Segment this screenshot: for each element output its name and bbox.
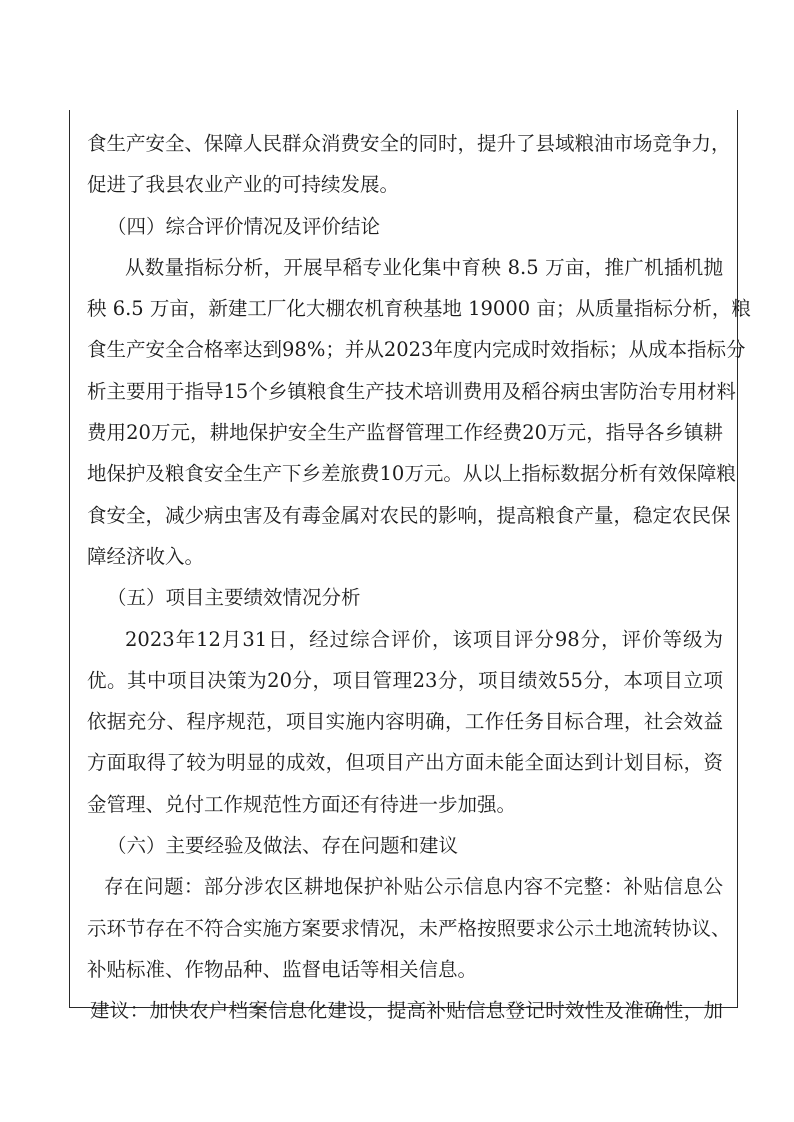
text-line: 建议：加快农户档案信息化建设，提高补贴信息登记时效性及准确性，加 (90, 999, 723, 1023)
text-line: 依据充分、程序规范，项目实施内容明确，工作任务目标合理，社会效益 (87, 710, 723, 734)
text-line: 存在问题：部分涉农区耕地保护补贴公示信息内容不完整：补贴信息公 (104, 875, 723, 899)
text-line: 促进了我县农业产业的可持续发展。 (87, 173, 400, 197)
text-line: 方面取得了较为明显的成效，但项目产出方面未能全面达到计划目标，资 (87, 751, 723, 775)
text-line: 优。其中项目决策为20分，项目管理23分，项目绩效55分，本项目立项 (87, 668, 723, 692)
text-line: 金管理、兑付工作规范性方面还有待进一步加强。 (87, 792, 517, 816)
text-line: 秧 6.5 万亩，新建工厂化大棚农机育秧基地 19000 亩；从质量指标分析，粮 (87, 297, 751, 321)
text-line: 障经济收入。 (87, 544, 205, 568)
text-line: 析主要用于指导15个乡镇粮食生产技术培训费用及稻谷病虫害防治专用材料 (87, 379, 736, 403)
document-body (87, 123, 751, 1032)
text-line: 地保护及粮食安全生产下乡差旅费10万元。从以上指标数据分析有效保障粮 (87, 462, 736, 486)
text-line: 食生产安全合格率达到98%；并从2023年度内完成时效指标；从成本指标分 (87, 338, 746, 362)
text-line: 食安全，减少病虫害及有毒金属对农民的影响，提高粮食产量，稳定农民保 (87, 503, 731, 527)
text-line: 费用20万元，耕地保护安全生产监督管理工作经费20万元，指导各乡镇耕 (87, 421, 723, 445)
text-line: 示环节存在不符合实施方案要求情况，未严格按照要求公示土地流转协议、 (87, 916, 731, 940)
section-heading: （六）主要经验及做法、存在问题和建议 (107, 834, 459, 858)
text-line: 2023年12月31日，经过综合评价，该项目评分98分，评价等级为 (125, 627, 723, 651)
section-heading: （五）项目主要绩效情况分析 (107, 586, 361, 610)
text-line: 从数量指标分析，开展早稻专业化集中育秧 8.5 万亩，推广机插机抛 (125, 255, 723, 279)
text-line: 补贴标准、作物品种、监督电话等相关信息。 (87, 957, 478, 981)
text-line: 食生产安全、保障人民群众消费安全的同时，提升了县域粮油市场竞争力， (87, 132, 731, 155)
section-heading: （四）综合评价情况及评价结论 (107, 214, 381, 238)
